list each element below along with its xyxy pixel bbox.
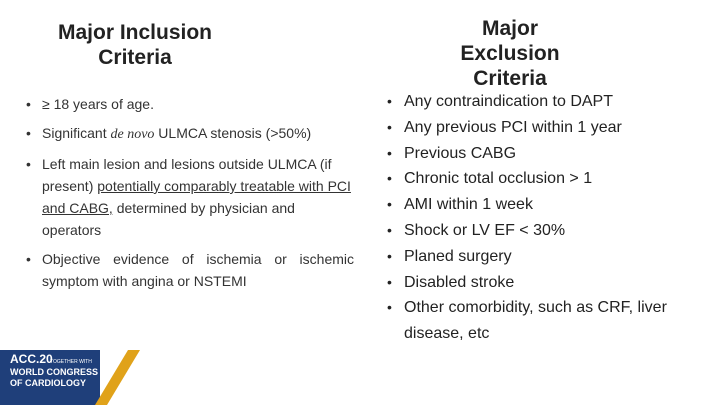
inclusion-item-text: Objective evidence of ischemia or ischemic symptom with angina or NSTEMI [42,251,354,289]
bullet-icon: • [26,251,31,267]
logo-line3: WORLD CONGRESS [10,367,99,377]
inclusion-criteria-list [24,93,354,299]
bullet-icon: • [387,273,392,290]
inclusion-item-underlined: potentially comparably treatable with PCI and CABG, [42,178,351,216]
bullet-icon: • [387,247,392,264]
exclusion-item [383,141,708,167]
inclusion-item-text: Left main lesion and lesions outside ULMCA (if present) [42,156,332,194]
exclusion-item-text: Disabled stroke [404,273,515,291]
logo-line4: OF CARDIOLOGY [10,378,86,388]
exclusion-item [383,89,708,115]
exclusion-criteria-title: Major Exclusion Criteria [460,17,560,90]
inclusion-item [24,122,354,146]
inclusion-item-italic: de novo [110,127,155,142]
exclusion-criteria-list [383,89,708,347]
logo-accent [95,350,140,405]
bullet-icon: • [387,170,392,187]
exclusion-item [383,192,708,218]
bullet-icon: • [387,144,392,161]
bullet-icon: • [387,93,392,109]
inclusion-item-text-end: determined by physician and operators [42,200,295,238]
acc-conference-logo [0,350,140,405]
exclusion-item-text: Chronic total occlusion > 1 [404,170,593,188]
exclusion-item-text: Any contraindication to DAPT [404,93,613,110]
exclusion-item-text: Other comorbidity, such as CRF, liver disease, etc [404,299,667,343]
inclusion-item [24,153,354,241]
bullet-icon: • [387,196,392,213]
bullet-icon: • [387,221,392,238]
logo-line2: TOGETHER WITH [50,359,92,365]
exclusion-item [383,295,708,347]
bullet-icon: • [26,156,31,172]
bullet-icon: • [26,96,31,112]
exclusion-item [383,166,708,192]
exclusion-item [383,218,708,244]
exclusion-item-text: Shock or LV EF < 30% [404,221,566,239]
inclusion-item [24,248,354,292]
exclusion-item [383,244,708,270]
bullet-icon: • [387,299,392,316]
inclusion-item-text: Significant [42,125,111,141]
inclusion-item-text: ≥ 18 years of age. [42,96,154,112]
bullet-icon: • [387,118,392,135]
exclusion-item [383,270,708,296]
logo-line1: ACC.20 [10,352,53,366]
inclusion-item-text-end: ULMCA stenosis (>50%) [154,125,312,141]
exclusion-item [383,115,708,141]
exclusion-item-text: AMI within 1 week [404,196,533,214]
exclusion-item-text: Any previous PCI within 1 year [404,118,622,136]
bullet-icon: • [26,125,31,141]
exclusion-item-text: Previous CABG [404,144,517,162]
exclusion-item-text: Planed surgery [404,247,512,265]
inclusion-criteria-title: Major Inclusion Criteria [57,21,212,69]
inclusion-item [24,93,354,115]
